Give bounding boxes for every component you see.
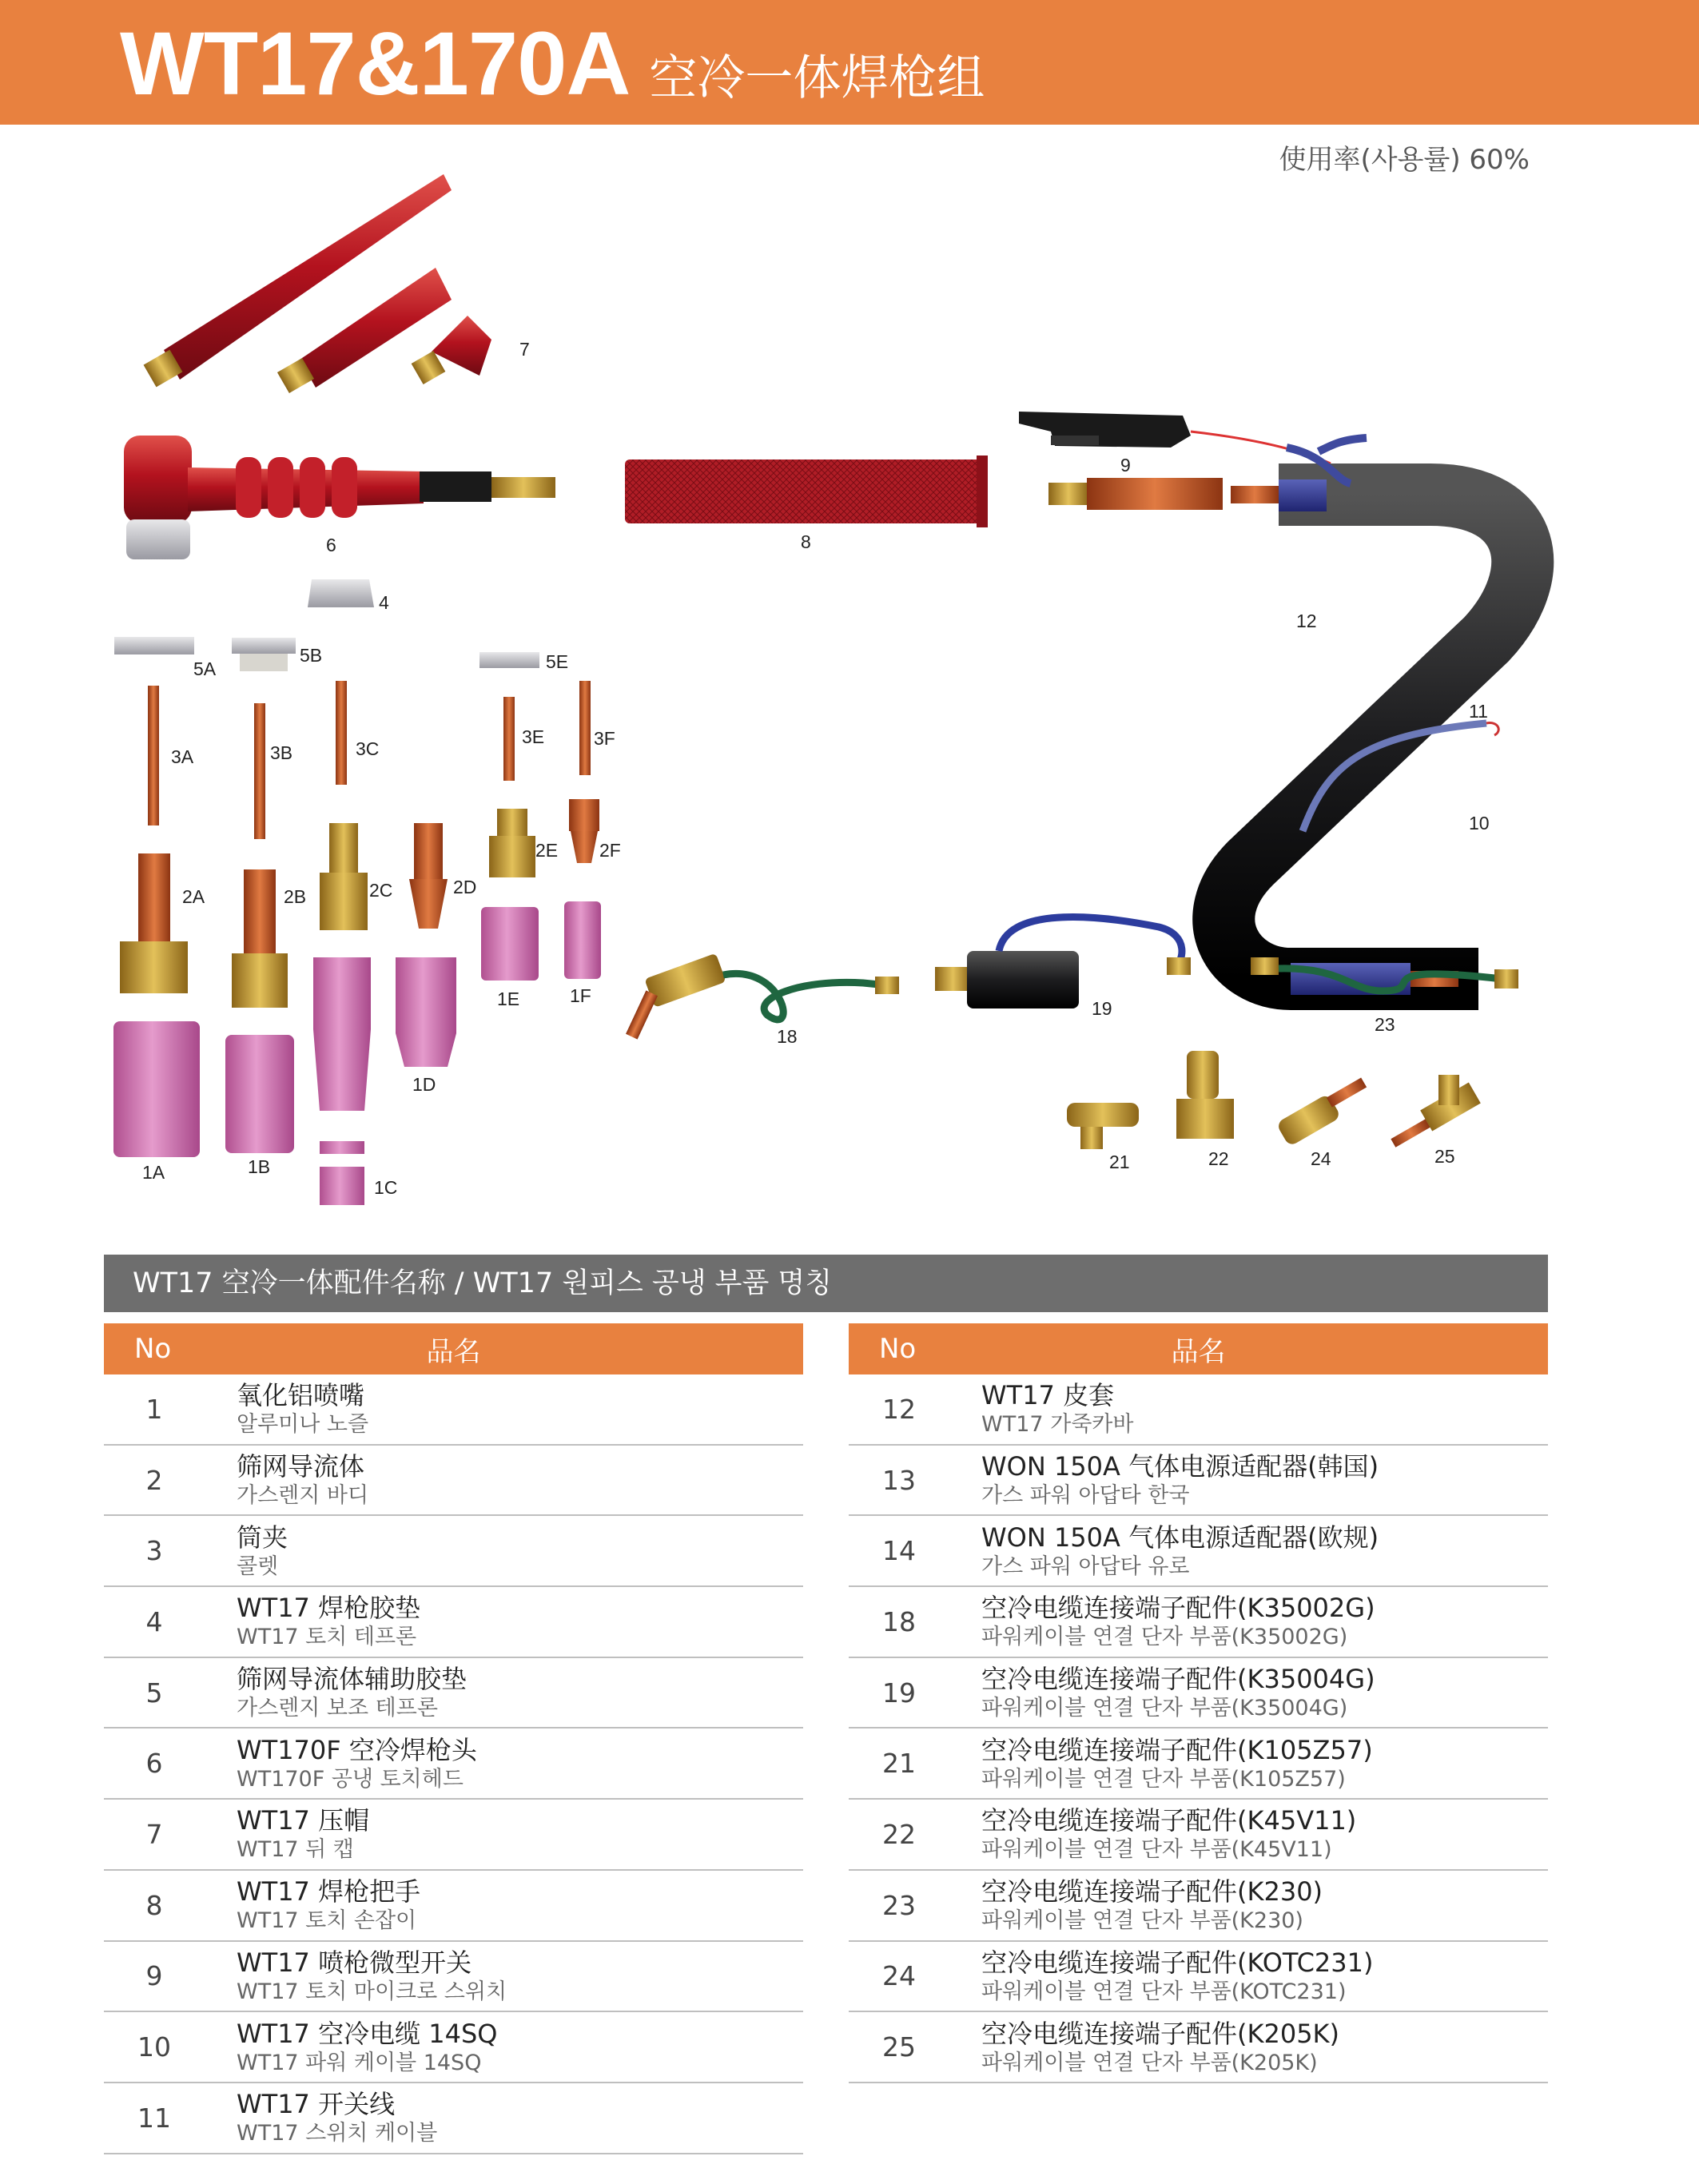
nozzle-1e xyxy=(481,907,539,981)
parts-diagram xyxy=(0,160,1699,1223)
part-number: 19 xyxy=(882,1677,916,1709)
part-label: 6 xyxy=(326,535,336,555)
part-name-korean: 파워케이블 연결 단자 부품(K35004G) xyxy=(981,1696,1348,1721)
part-name-chinese: 空冷电缆连接端子配件(K45V11) xyxy=(981,1805,1357,1836)
part-name-korean: 가스 파워 아답타 한국 xyxy=(981,1483,1190,1509)
back-cap-long xyxy=(144,174,452,387)
part-label: 18 xyxy=(777,1026,798,1047)
table-row xyxy=(104,1587,803,1658)
collet-3a xyxy=(148,686,159,825)
part-name-chinese: 空冷电缆连接端子配件(K105Z57) xyxy=(981,1734,1373,1765)
part-name-korean: 콜렛 xyxy=(237,1553,279,1579)
part-name xyxy=(981,1522,1548,1581)
part-name xyxy=(981,1450,1548,1510)
gas-lens-body-2b xyxy=(232,869,288,1008)
header-bar xyxy=(0,0,1699,125)
part-number: 18 xyxy=(882,1605,916,1637)
part-name-chinese: WT17 空冷电缆 14SQ xyxy=(237,2018,498,2049)
table-row xyxy=(104,1446,803,1517)
part-label: 1F xyxy=(570,985,591,1006)
section-header xyxy=(104,1255,1548,1312)
parts-table-right xyxy=(849,1323,1548,2083)
part-number: 3 xyxy=(145,1535,163,1567)
part-label: 24 xyxy=(1311,1148,1331,1169)
part-number: 25 xyxy=(882,2031,916,2063)
part-name-chinese: WT17 焊枪把手 xyxy=(237,1876,421,1908)
part-label: 2A xyxy=(182,886,205,907)
gas-lens-gasket-b xyxy=(232,638,296,671)
torch-handle xyxy=(625,459,985,523)
part-label: 3F xyxy=(594,728,615,749)
part-number: 9 xyxy=(145,1960,163,1992)
part-label: 19 xyxy=(1092,998,1112,1019)
part-label: 3C xyxy=(356,738,380,759)
nozzle-1f xyxy=(564,901,601,979)
part-number: 13 xyxy=(882,1464,916,1496)
gas-lens-gasket-e xyxy=(479,652,539,668)
gas-lens-body-2c xyxy=(320,823,368,930)
part-name xyxy=(237,1522,803,1581)
collet-3b xyxy=(254,703,265,839)
part-label: 12 xyxy=(1296,611,1317,631)
table-row xyxy=(849,1800,1548,1871)
part-name-korean: 파워케이블 연결 단자 부품(K105Z57) xyxy=(981,1766,1346,1792)
part-name-chinese: 氧化铝喷嘴 xyxy=(237,1380,365,1411)
part-name-korean: 가스 파워 아답타 유로 xyxy=(981,1553,1190,1579)
part-number: 22 xyxy=(882,1818,916,1850)
part-name-korean: WT17 토치 손잡이 xyxy=(237,1908,417,1934)
part-name-korean: 파워케이블 연결 단자 부품(KOTC231) xyxy=(981,1979,1347,2004)
part-name xyxy=(237,1947,803,2006)
part-number: 11 xyxy=(137,2102,171,2134)
table-row xyxy=(104,1516,803,1587)
part-name-korean: WT17 토치 마이크로 스위치 xyxy=(237,1979,507,2004)
part-label: 23 xyxy=(1375,1014,1395,1035)
cable-adapter xyxy=(1048,478,1279,510)
part-name-chinese: WT17 皮套 xyxy=(981,1380,1115,1411)
part-name xyxy=(981,1804,1548,1864)
nozzle-1c xyxy=(313,957,371,1205)
part-label: 2B xyxy=(284,886,307,907)
part-label: 2E xyxy=(535,840,559,861)
page-title xyxy=(120,8,985,120)
part-name-korean: 파워케이블 연결 단자 부품(K45V11) xyxy=(981,1837,1332,1863)
table-row xyxy=(104,1658,803,1729)
table-row xyxy=(849,1871,1548,1942)
table-row xyxy=(104,1871,803,1942)
part-name-chinese: WON 150A 气体电源适配器(韩国) xyxy=(981,1451,1379,1482)
part-name xyxy=(237,1592,803,1651)
nozzle-1d xyxy=(396,957,456,1067)
gas-lens-body-2a xyxy=(120,853,188,993)
part-label: 10 xyxy=(1469,813,1490,833)
part-label: 4 xyxy=(379,592,389,613)
table-row xyxy=(849,1587,1548,1658)
connector-k35004g xyxy=(935,917,1191,1008)
parts-table-left xyxy=(104,1323,803,2154)
collet-3c xyxy=(336,681,347,785)
table-row xyxy=(849,1729,1548,1800)
part-label: 1D xyxy=(412,1074,436,1095)
part-label: 3B xyxy=(270,742,293,763)
column-header-name: 品名 xyxy=(1171,1335,1226,1368)
collet-3f xyxy=(579,681,591,775)
part-name xyxy=(981,1734,1548,1793)
table-header xyxy=(104,1323,803,1374)
nozzle-1a xyxy=(113,1021,200,1157)
part-name xyxy=(981,1379,1548,1438)
part-label: 25 xyxy=(1434,1146,1455,1167)
column-header-no: No xyxy=(879,1333,917,1365)
part-name-korean: WT17 스위치 케이블 xyxy=(237,2121,438,2146)
part-name xyxy=(237,2018,803,2077)
part-label: 21 xyxy=(1109,1152,1130,1172)
table-body xyxy=(104,1374,803,2154)
model-subtitle: 空冷一体焊枪组 xyxy=(649,50,985,106)
part-name-korean: 파워케이블 연결 단자 부품(K35002G) xyxy=(981,1625,1348,1650)
part-number: 2 xyxy=(145,1464,163,1496)
collet-3e xyxy=(503,697,515,781)
nozzle-1b xyxy=(225,1035,294,1153)
table-row xyxy=(104,1942,803,2013)
part-name-chinese: WT17 喷枪微型开关 xyxy=(237,1947,472,1978)
part-name xyxy=(237,1450,803,1510)
part-name xyxy=(237,1804,803,1864)
model-name: WT17&170A xyxy=(120,14,631,113)
part-label: 1E xyxy=(497,989,520,1009)
back-cap-short xyxy=(412,316,491,384)
part-name-korean: 가스렌지 바디 xyxy=(237,1483,369,1509)
section-title: WT17 空冷一体配件名称 / WT17 원피스 공냉 부품 명칭 xyxy=(133,1267,833,1299)
part-name-chinese: 空冷电缆连接端子配件(K35004G) xyxy=(981,1664,1375,1695)
duty-cycle: 使用率(사용률) 60% xyxy=(1279,144,1530,176)
part-name xyxy=(237,1663,803,1722)
part-label: 11 xyxy=(1469,701,1488,722)
part-name xyxy=(981,1663,1548,1722)
part-label: 5B xyxy=(300,645,323,666)
part-name-korean: WT17 가죽카바 xyxy=(981,1412,1134,1438)
table-row xyxy=(104,2083,803,2154)
part-label: 5A xyxy=(193,658,217,679)
table-row xyxy=(104,2012,803,2083)
part-label: 8 xyxy=(801,531,811,552)
part-number: 24 xyxy=(882,1960,916,1992)
torch-gasket xyxy=(308,579,374,607)
part-name-chinese: WT17 焊枪胶垫 xyxy=(237,1593,421,1624)
part-label: 1B xyxy=(248,1156,271,1177)
part-label: 9 xyxy=(1120,455,1131,475)
gas-lens-body-2e xyxy=(489,809,535,877)
table-row xyxy=(849,1658,1548,1729)
table-body xyxy=(849,1374,1548,2083)
part-number: 1 xyxy=(145,1393,163,1425)
part-name-korean: WT17 토치 테프론 xyxy=(237,1625,417,1650)
connector-k35002g xyxy=(626,953,899,1040)
part-name xyxy=(237,1876,803,1935)
column-header-name: 品名 xyxy=(426,1335,481,1368)
connector-kotc231 xyxy=(1275,1077,1367,1147)
part-name xyxy=(981,1876,1548,1935)
part-label: 1A xyxy=(142,1162,165,1183)
table-row xyxy=(849,1446,1548,1517)
part-label: 1C xyxy=(374,1177,398,1198)
part-name-chinese: WON 150A 气体电源适配器(欧规) xyxy=(981,1522,1379,1553)
part-name-korean: WT17 파워 케이블 14SQ xyxy=(237,2050,482,2075)
part-number: 6 xyxy=(145,1748,163,1780)
part-name-korean: 알루미나 노즐 xyxy=(237,1412,369,1438)
part-number: 14 xyxy=(882,1535,916,1567)
part-name xyxy=(981,1947,1548,2006)
part-name-chinese: 空冷电缆连接端子配件(K205K) xyxy=(981,2018,1340,2049)
part-number: 10 xyxy=(137,2031,171,2063)
table-header xyxy=(849,1323,1548,1374)
part-label: 7 xyxy=(519,339,530,360)
part-label: 3A xyxy=(171,746,194,767)
part-name-chinese: 筒夹 xyxy=(237,1522,288,1553)
part-number: 7 xyxy=(145,1818,163,1850)
table-row xyxy=(849,1942,1548,2013)
part-label: 2F xyxy=(599,840,621,861)
part-name xyxy=(237,1379,803,1438)
part-name-chinese: 筛网导流体 xyxy=(237,1451,365,1482)
connector-k205k xyxy=(1391,1075,1480,1148)
part-name-korean: WT170F 공냉 토치헤드 xyxy=(237,1766,464,1792)
part-name xyxy=(981,2018,1548,2077)
connector-k45v11 xyxy=(1176,1051,1234,1139)
part-name xyxy=(981,1592,1548,1651)
column-header-no: No xyxy=(134,1333,172,1365)
table-row xyxy=(104,1729,803,1800)
part-name-chinese: WT17 开关线 xyxy=(237,2089,396,2120)
part-name xyxy=(237,2088,803,2147)
part-name-chinese: 空冷电缆连接端子配件(K230) xyxy=(981,1876,1323,1908)
part-name xyxy=(237,1734,803,1793)
part-number: 4 xyxy=(145,1605,163,1637)
part-number: 8 xyxy=(145,1889,163,1921)
part-name-chinese: 空冷电缆连接端子配件(KOTC231) xyxy=(981,1947,1374,1978)
part-name-korean: WT17 뒤 캡 xyxy=(237,1837,354,1863)
table-row xyxy=(849,1516,1548,1587)
table-row xyxy=(849,2012,1548,2083)
table-row xyxy=(849,1374,1548,1446)
connector-k105z57 xyxy=(1067,1103,1139,1149)
torch-head xyxy=(124,436,555,559)
gas-lens-body-2d xyxy=(409,823,448,929)
part-number: 23 xyxy=(882,1889,916,1921)
part-number: 5 xyxy=(145,1677,163,1709)
part-label: 3E xyxy=(522,726,545,747)
table-row xyxy=(104,1374,803,1446)
part-name-chinese: WT170F 空冷焊枪头 xyxy=(237,1734,477,1765)
part-name-korean: 파워케이블 연결 단자 부품(K230) xyxy=(981,1908,1303,1934)
part-label: 2D xyxy=(453,877,477,897)
gas-lens-gasket-a xyxy=(114,637,194,654)
part-name-chinese: 空冷电缆连接端子配件(K35002G) xyxy=(981,1593,1375,1624)
part-number: 12 xyxy=(882,1393,916,1425)
gas-lens-body-2f xyxy=(569,799,599,863)
part-name-chinese: WT17 压帽 xyxy=(237,1805,370,1836)
part-label: 22 xyxy=(1208,1148,1229,1169)
part-name-chinese: 筛网导流体辅助胶垫 xyxy=(237,1664,468,1695)
table-row xyxy=(104,1800,803,1871)
part-label: 5E xyxy=(546,651,569,672)
micro-switch xyxy=(1019,412,1331,463)
part-name-korean: 가스렌지 보조 테프론 xyxy=(237,1696,438,1721)
part-name-korean: 파워케이블 연결 단자 부품(K205K) xyxy=(981,2050,1318,2075)
part-label: 2C xyxy=(369,880,393,901)
part-number: 21 xyxy=(882,1748,916,1780)
